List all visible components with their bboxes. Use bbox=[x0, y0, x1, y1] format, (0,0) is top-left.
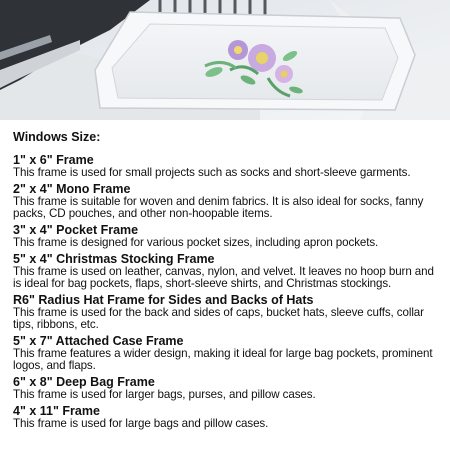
frame-entry bbox=[13, 376, 443, 401]
frame-name: 4" x 11" Frame bbox=[13, 404, 100, 418]
frame-entry bbox=[13, 294, 443, 331]
frame-name: 3" x 4" Pocket Frame bbox=[13, 223, 139, 237]
embroidery-frame-illustration bbox=[0, 0, 450, 120]
frame-name: 2" x 4" Mono Frame bbox=[13, 182, 131, 196]
frame-entry bbox=[13, 183, 443, 220]
frame-entry bbox=[13, 224, 443, 249]
frame-name: 5" x 4" Christmas Stocking Frame bbox=[13, 252, 215, 266]
frame-description: This frame features a wider design, making it ideal for large bag pockets, prominent logos, and flaps. bbox=[13, 347, 433, 372]
frame-name: R6" Radius Hat Frame for Sides and Backs of Hats bbox=[13, 293, 314, 307]
frame-name: 1" x 6" Frame bbox=[13, 153, 94, 167]
frame-description: This frame is used for the back and sides of caps, bucket hats, sleeve cuffs, collar tips, ribbons, etc. bbox=[13, 306, 424, 331]
frame-name: 5" x 7" Attached Case Frame bbox=[13, 334, 184, 348]
embroidery-machine-photo bbox=[0, 0, 450, 120]
frame-description: This frame is used on leather, canvas, nylon, and velvet. It leaves no hoop burn and is ideal for bag pockets, flaps, short-sleeve shirts, and Christmas stockings. bbox=[13, 265, 434, 290]
document-title: Windows Size: bbox=[13, 130, 101, 144]
frame-entry bbox=[13, 335, 443, 372]
frame-entry bbox=[13, 405, 443, 430]
frame-description: This frame is designed for various pocket sizes, including apron pockets. bbox=[13, 236, 379, 249]
frame-size-document bbox=[0, 120, 443, 430]
frame-description: This frame is used for larger bags, purses, and pillow cases. bbox=[13, 388, 316, 401]
frame-description: This frame is used for small projects such as socks and short-sleeve garments. bbox=[13, 166, 411, 179]
frame-entry bbox=[13, 253, 443, 290]
frame-description: This frame is used for large bags and pillow cases. bbox=[13, 417, 269, 430]
frame-entry bbox=[13, 154, 443, 179]
frame-name: 6" x 8" Deep Bag Frame bbox=[13, 375, 155, 389]
frame-description: This frame is suitable for woven and denim fabrics. It is also ideal for socks, fanny packs, CD pouches, and other non-hoopable items. bbox=[13, 195, 424, 220]
